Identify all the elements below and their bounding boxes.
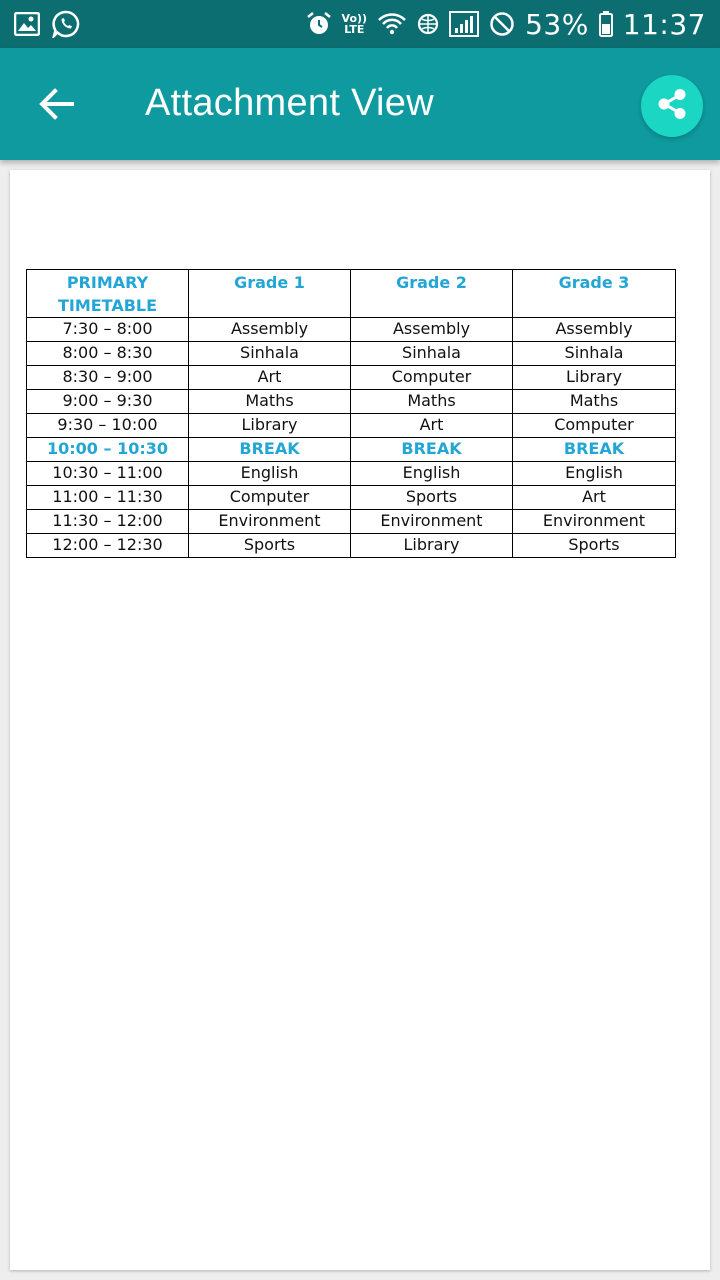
grade-2-cell: Art bbox=[351, 414, 513, 438]
header-grade-3: Grade 3 bbox=[513, 270, 676, 318]
volte-bottom-label: LTE bbox=[344, 23, 365, 36]
alarm-icon bbox=[306, 11, 332, 37]
grade-2-cell: BREAK bbox=[351, 438, 513, 462]
grade-3-cell: Sinhala bbox=[513, 342, 676, 366]
table-row bbox=[27, 366, 676, 390]
wifi-icon bbox=[377, 12, 407, 36]
table-row-break bbox=[27, 438, 676, 462]
timetable bbox=[26, 269, 676, 558]
grade-3-cell: English bbox=[513, 462, 676, 486]
share-icon bbox=[654, 86, 690, 127]
whatsapp-icon bbox=[52, 10, 80, 38]
app-bar bbox=[0, 48, 720, 160]
table-row bbox=[27, 534, 676, 558]
timetable-header-row bbox=[27, 270, 676, 318]
time-cell: 8:00 – 8:30 bbox=[27, 342, 189, 366]
grade-3-cell: BREAK bbox=[513, 438, 676, 462]
table-row bbox=[27, 318, 676, 342]
status-bar bbox=[0, 0, 720, 48]
grade-2-cell: Sports bbox=[351, 486, 513, 510]
time-cell: 11:00 – 11:30 bbox=[27, 486, 189, 510]
grade-3-cell: Computer bbox=[513, 414, 676, 438]
grade-1-cell: Maths bbox=[189, 390, 351, 414]
grade-1-cell: Computer bbox=[189, 486, 351, 510]
gallery-icon bbox=[14, 12, 40, 36]
page-title: Attachment View bbox=[145, 82, 434, 124]
table-row bbox=[27, 390, 676, 414]
grade-1-cell: Art bbox=[189, 366, 351, 390]
grade-1-cell: Sports bbox=[189, 534, 351, 558]
time-cell: 9:00 – 9:30 bbox=[27, 390, 189, 414]
data-saver-icon bbox=[417, 13, 439, 35]
time-cell: 11:30 – 12:00 bbox=[27, 510, 189, 534]
grade-2-cell: Library bbox=[351, 534, 513, 558]
grade-3-cell: Maths bbox=[513, 390, 676, 414]
attachment-document bbox=[10, 170, 710, 1270]
grade-2-cell: Environment bbox=[351, 510, 513, 534]
grade-3-cell: Library bbox=[513, 366, 676, 390]
time-cell: 8:30 – 9:00 bbox=[27, 366, 189, 390]
grade-2-cell: Sinhala bbox=[351, 342, 513, 366]
share-button[interactable] bbox=[641, 75, 703, 137]
grade-1-cell: Assembly bbox=[189, 318, 351, 342]
header-grade-2: Grade 2 bbox=[351, 270, 513, 318]
time-cell: 12:00 – 12:30 bbox=[27, 534, 189, 558]
clock: 11:37 bbox=[622, 7, 706, 41]
battery-percent: 53% bbox=[525, 7, 589, 41]
volte-top-label: Vo)) bbox=[341, 12, 368, 25]
table-row bbox=[27, 462, 676, 486]
grade-2-cell: Computer bbox=[351, 366, 513, 390]
arrow-back-icon bbox=[38, 88, 74, 125]
grade-1-cell: English bbox=[189, 462, 351, 486]
back-button[interactable] bbox=[28, 78, 84, 134]
table-row bbox=[27, 510, 676, 534]
table-row bbox=[27, 486, 676, 510]
header-primary-timetable: PRIMARY TIMETABLE bbox=[27, 270, 189, 318]
grade-1-cell: BREAK bbox=[189, 438, 351, 462]
time-cell: 7:30 – 8:00 bbox=[27, 318, 189, 342]
grade-3-cell: Art bbox=[513, 486, 676, 510]
volte-icon bbox=[342, 13, 368, 35]
table-row bbox=[27, 342, 676, 366]
signal-icon bbox=[449, 11, 479, 37]
status-bar-left bbox=[14, 10, 80, 38]
grade-2-cell: Assembly bbox=[351, 318, 513, 342]
do-not-disturb-icon bbox=[489, 11, 515, 37]
battery-icon bbox=[599, 11, 613, 37]
grade-1-cell: Sinhala bbox=[189, 342, 351, 366]
header-grade-1: Grade 1 bbox=[189, 270, 351, 318]
status-bar-right bbox=[306, 8, 706, 41]
grade-3-cell: Assembly bbox=[513, 318, 676, 342]
time-cell: 10:30 – 11:00 bbox=[27, 462, 189, 486]
time-cell: 9:30 – 10:00 bbox=[27, 414, 189, 438]
grade-1-cell: Environment bbox=[189, 510, 351, 534]
grade-2-cell: English bbox=[351, 462, 513, 486]
grade-1-cell: Library bbox=[189, 414, 351, 438]
grade-3-cell: Environment bbox=[513, 510, 676, 534]
grade-2-cell: Maths bbox=[351, 390, 513, 414]
time-cell: 10:00 – 10:30 bbox=[27, 438, 189, 462]
table-row bbox=[27, 414, 676, 438]
grade-3-cell: Sports bbox=[513, 534, 676, 558]
